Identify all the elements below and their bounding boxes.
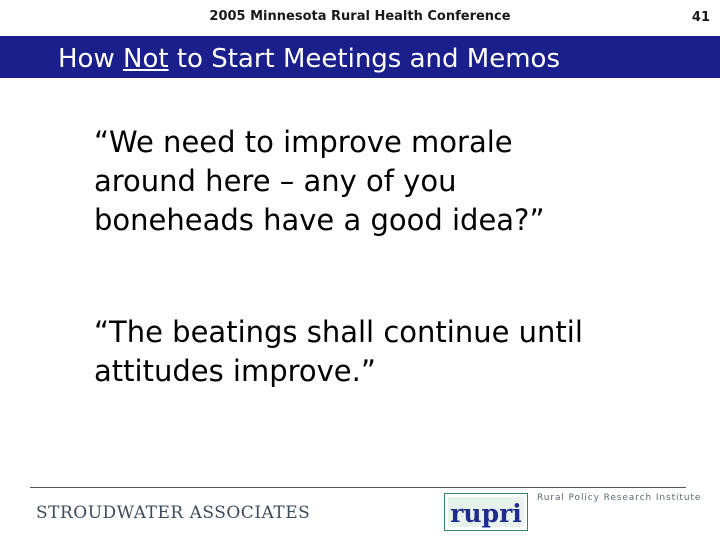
- slide-title: [58, 44, 560, 74]
- rupri-logo-text: rupri: [450, 499, 522, 528]
- title-suffix: to Start Meetings and Memos: [168, 44, 560, 74]
- title-emphasis: Not: [123, 44, 169, 74]
- footer-divider: [30, 487, 686, 488]
- quote-line: around here – any of you: [94, 164, 457, 198]
- quote-block-2: [94, 313, 583, 391]
- page-number: 41: [691, 10, 710, 25]
- stroudwater-logo: STROUDWATER ASSOCIATES: [36, 503, 311, 523]
- title-prefix: How: [58, 44, 123, 74]
- rupri-logo: [444, 493, 528, 531]
- quote-line: “The beatings shall continue until: [94, 315, 583, 349]
- conference-header: 2005 Minnesota Rural Health Conference: [209, 9, 511, 24]
- rupri-tagline: Rural Policy Research Institute: [537, 493, 702, 503]
- quote-block-1: [94, 123, 544, 240]
- title-bar: [0, 36, 720, 78]
- quote-line: boneheads have a good idea?”: [94, 203, 545, 237]
- quote-line: attitudes improve.”: [94, 354, 376, 388]
- quote-line: “We need to improve morale: [94, 125, 513, 159]
